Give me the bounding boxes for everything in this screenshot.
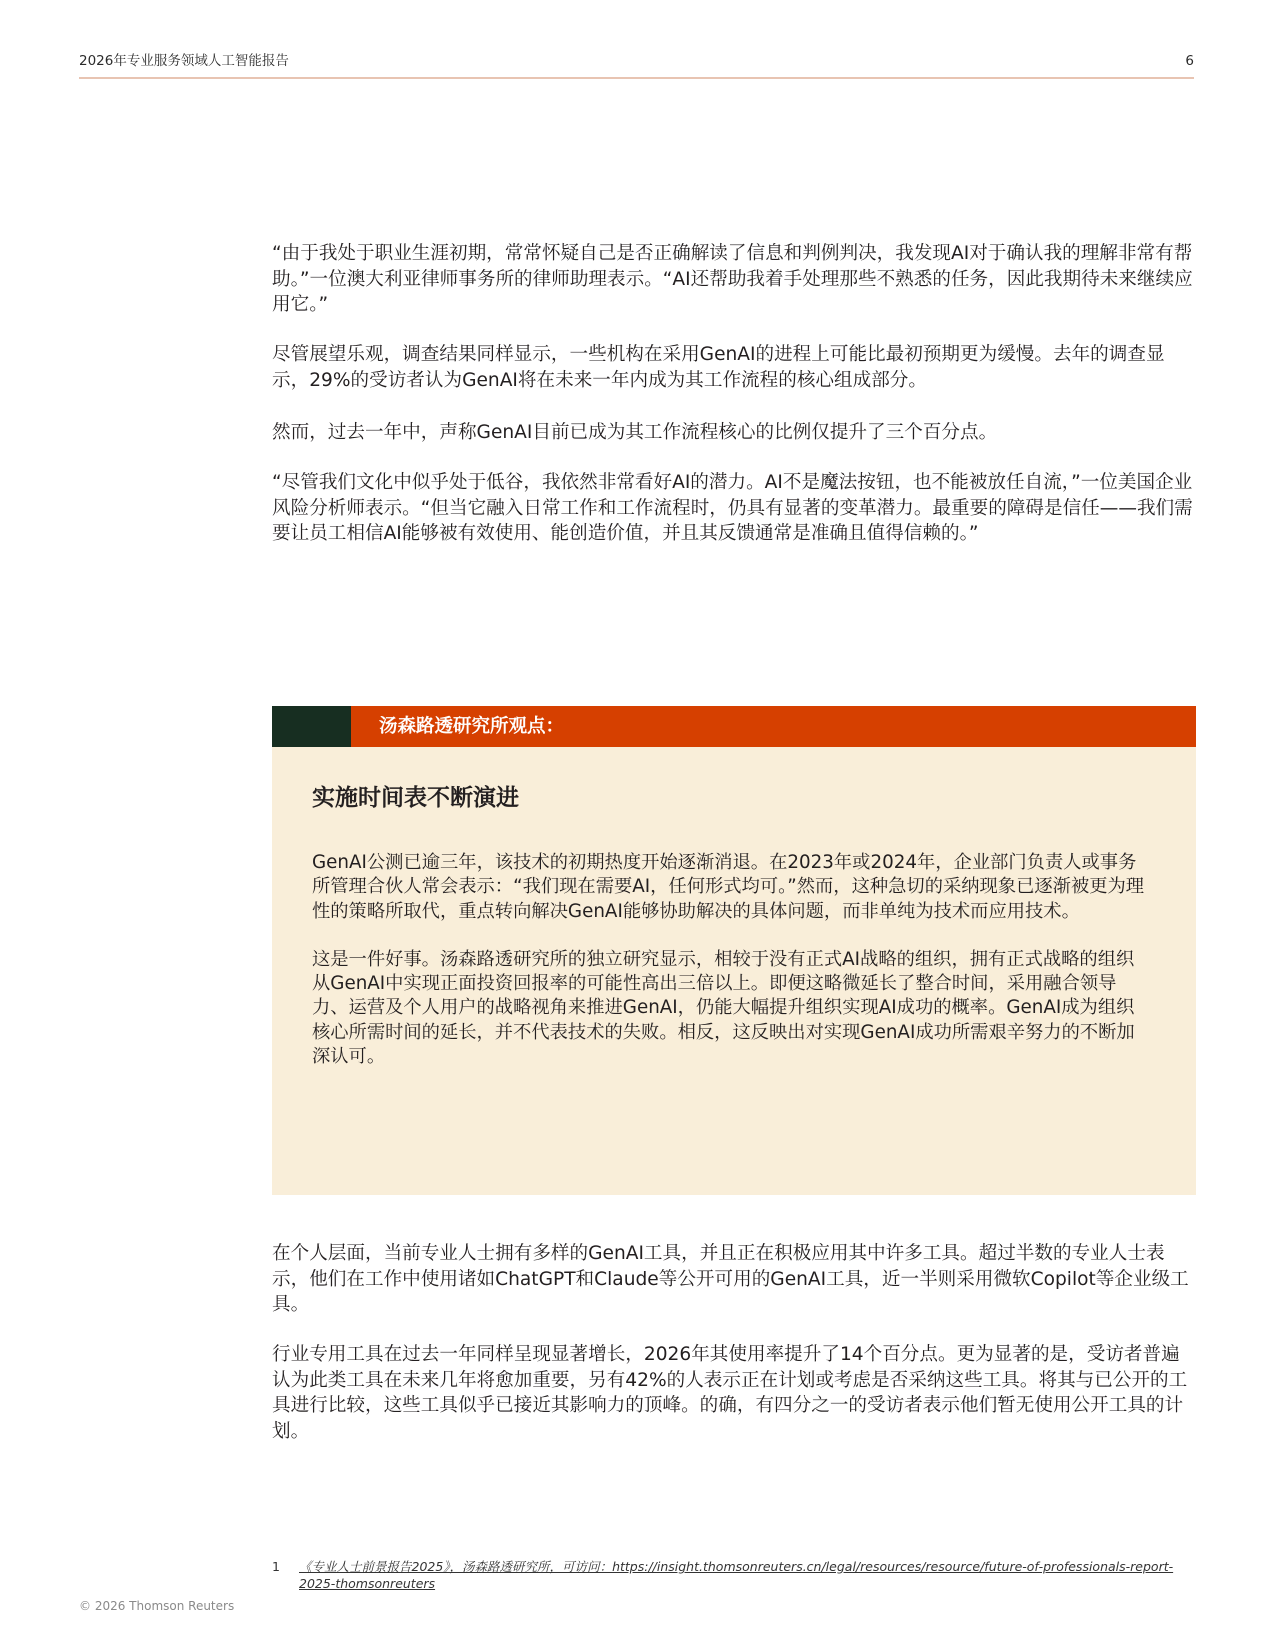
page-number: 6	[1185, 53, 1194, 69]
callout-label: 汤森路透研究所观点：	[379, 716, 565, 737]
paragraph: 行业专用工具在过去一年同样呈现显著增长，2026年其使用率提升了14个百分点。更为显著的是，受访者普遍认为此类工具在未来几年将愈加重要，另有42%的人表示正在计划或考虑是否采纳这些工具。将其与已公开的工具进行比较，这些工具似乎已接近其影响力的顶峰。的确，有四分之一的受访者表示他们暂无使用公开工具的计划。	[272, 1344, 1188, 1442]
report-title: 2026年专业服务领域人工智能报告	[79, 53, 289, 69]
footnote-number: 1	[272, 1559, 280, 1574]
paragraph: 然而，过去一年中，声称GenAI目前已成为其工作流程核心的比例仅提升了三个百分点。	[272, 422, 998, 443]
paragraph-three-points	[272, 420, 1197, 446]
paragraph-adoption-slower	[272, 342, 1197, 393]
quote-paralegal	[272, 241, 1197, 318]
callout-paragraph: GenAI公测已逾三年，该技术的初期热度开始逐渐消退。在2023年或2024年，企业部门负责人或事务所管理合伙人常会表示：“我们现在需要AI，任何形式均可。”然而，这种急切的采纳现象已逐渐被更为理性的策略所取代，重点转向解决GenAI能够协助解决的具体问题，而非单纯为技术而应用技术。	[312, 852, 1145, 922]
callout-title: 实施时间表不断演进	[312, 785, 519, 811]
callout-body	[312, 851, 1150, 1093]
paragraph-industry-tools	[272, 1342, 1197, 1444]
callout-accent-block	[272, 706, 351, 747]
paragraph: 在个人层面，当前专业人士拥有多样的GenAI工具，并且正在积极应用其中许多工具。超过半数的专业人士表示，他们在工作中使用诸如ChatGPT和Claude等公开可用的GenAI工具，近一半则采用微软Copilot等企业级工具。	[272, 1243, 1189, 1315]
paragraph: “尽管我们文化中似乎处于低谷，我依然非常看好AI的潜力。AI不是魔法按钮，也不能被放任自流，”一位美国企业风险分析师表示。“但当它融入日常工作和工作流程时，仍具有显著的变革潜力。最重要的障碍是信任——我们需要让员工相信AI能够被有效使用、能创造价值，并且其反馈通常是准确且值得信赖的。”	[272, 472, 1193, 544]
footnote-link[interactable]: 《专业人士前景报告2025》，汤森路透研究所，可访问：https://insight.thomsonreuters.cn/legal/resources/resource/future-of-professionals-report-2025-thomsonreuters	[299, 1559, 1174, 1591]
quote-risk-analyst	[272, 470, 1197, 547]
copyright-notice: © 2026 Thomson Reuters	[79, 1599, 235, 1613]
paragraph: 尽管展望乐观，调查结果同样显示，一些机构在采用GenAI的进程上可能比最初预期更为缓慢。去年的调查显示，29%的受访者认为GenAI将在未来一年内成为其工作流程的核心组成部分。	[272, 344, 1165, 391]
paragraph: “由于我处于职业生涯初期，常常怀疑自己是否正确解读了信息和判例判决，我发现AI对于确认我的理解非常有帮助。”一位澳大利亚律师事务所的律师助理表示。“AI还帮助我着手处理那些不熟悉的任务，因此我期待未来继续应用它。”	[272, 243, 1193, 315]
callout-paragraph: 这是一件好事。汤森路透研究所的独立研究显示，相较于没有正式AI战略的组织，拥有正式战略的组织从GenAI中实现正面投资回报率的可能性高出三倍以上。即便这略微延长了整合时间，采用融合领导力、运营及个人用户的战略视角来推进GenAI，仍能大幅提升组织实现AI成功的概率。GenAI成为组织核心所需时间的延长，并不代表技术的失败。相反，这反映出对实现GenAI成功所需艰辛努力的不断加深认可。	[312, 948, 1135, 1068]
header-divider	[79, 77, 1194, 79]
callout-header-bar	[272, 706, 1196, 747]
insight-callout-box	[272, 706, 1196, 1195]
paragraph-individual-tools	[272, 1241, 1197, 1318]
